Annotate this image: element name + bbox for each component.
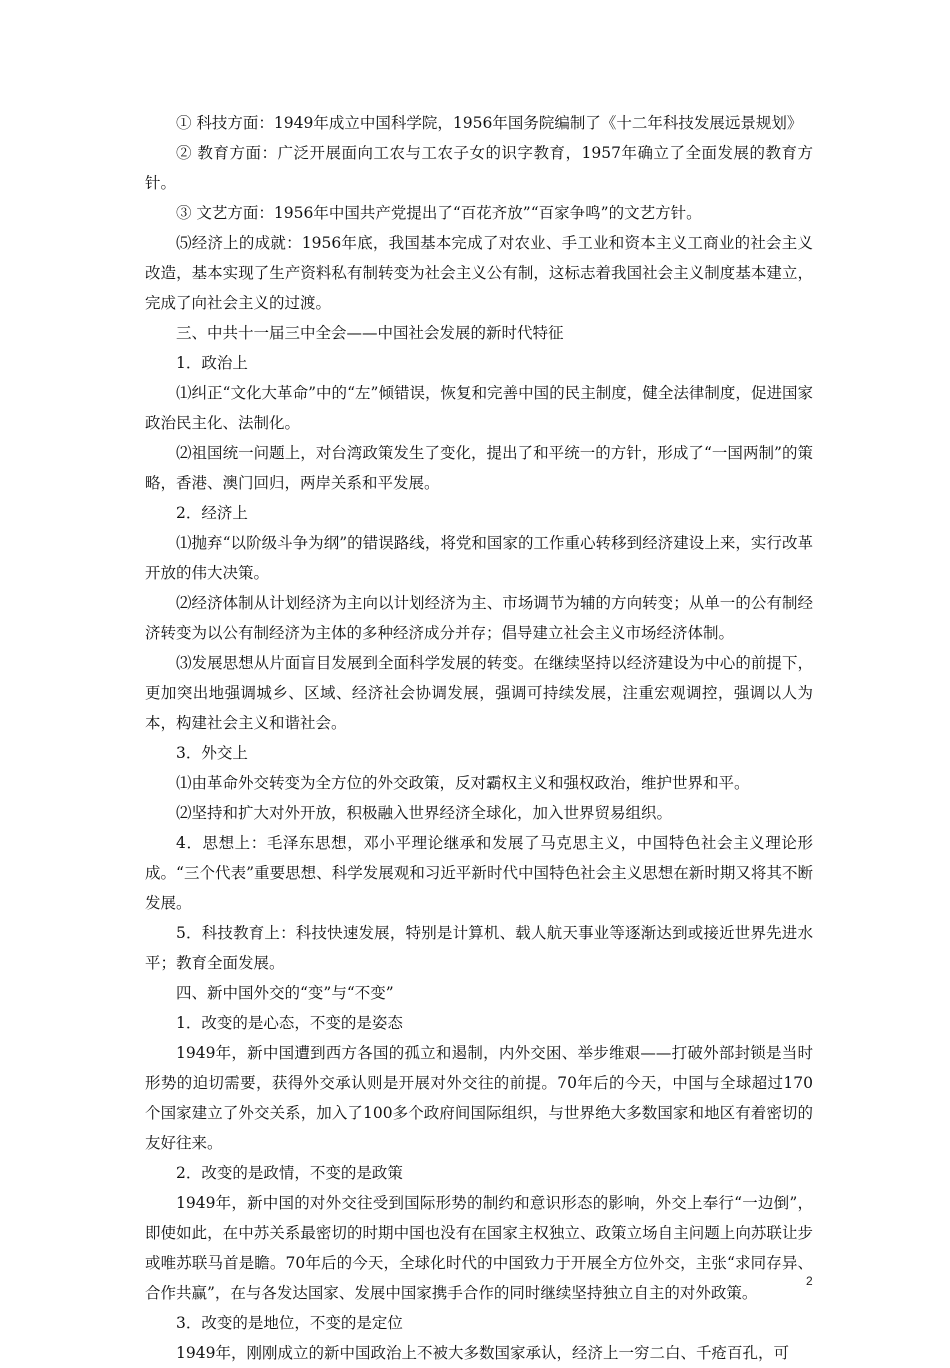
subsection-heading: 2．改变的是政情，不变的是政策 (176, 1164, 403, 1182)
paragraph: ② 教育方面：广泛开展面向工农与工农子女的识字教育，1957年确立了全面发展的教育方针。 (145, 144, 813, 192)
paragraph: ⑵祖国统一问题上，对台湾政策发生了变化，提出了和平统一的方针，形成了“一国两制”的策略，香港、澳门回归，两岸关系和平发展。 (145, 444, 813, 492)
paragraph: ⑴抛弃“以阶级斗争为纲”的错误路线，将党和国家的工作重心转移到经济建设上来，实行改革开放的伟大决策。 (145, 534, 813, 582)
page-number: 2 (806, 1274, 813, 1288)
subsection-heading: 2．经济上 (176, 504, 248, 522)
section-heading: 四、新中国外交的“变”与“不变” (176, 984, 394, 1002)
paragraph: ③ 文艺方面：1956年中国共产党提出了“百花齐放”“百家争鸣”的文艺方针。 (176, 204, 702, 222)
document-body (145, 108, 813, 1368)
paragraph: ⑸经济上的成就：1956年底，我国基本完成了对农业、手工业和资本主义工商业的社会主义改造，基本实现了生产资料私有制转变为社会主义公有制，这标志着我国社会主义制度基本建立，完成了向社会主义的过渡。 (145, 234, 813, 312)
paragraph: ⑵坚持和扩大对外开放，积极融入世界经济全球化，加入世界贸易组织。 (176, 804, 673, 822)
subsection-heading: 3．外交上 (176, 744, 248, 762)
paragraph: 1949年，新中国的对外交往受到国际形势的制约和意识形态的影响，外交上奉行“一边倒”，即使如此，在中苏关系最密切的时期中国也没有在国家主权独立、政策立场自主问题上向苏联让步或唯苏联马首是瞻。70年后的今天，全球化时代的中国致力于开展全方位外交，主张“求同存异、合作共赢”，在与各发达国家、发展中国家携手合作的同时继续坚持独立自主的对外政策。 (145, 1194, 813, 1302)
subsection-heading: 3．改变的是地位，不变的是定位 (176, 1314, 403, 1332)
paragraph: 4．思想上：毛泽东思想，邓小平理论继承和发展了马克思主义，中国特色社会主义理论形成。“三个代表”重要思想、科学发展观和习近平新时代中国特色社会主义思想在新时期又将其不断发展。 (145, 834, 813, 912)
section-heading: 三、中共十一届三中全会——中国社会发展的新时代特征 (176, 324, 564, 342)
subsection-heading: 1．政治上 (176, 354, 248, 372)
paragraph: ⑴由革命外交转变为全方位的外交政策，反对霸权主义和强权政治，维护世界和平。 (176, 774, 750, 792)
paragraph: ① 科技方面：1949年成立中国科学院，1956年国务院编制了《十二年科技发展远景规划》 (176, 114, 803, 132)
paragraph: ⑵经济体制从计划经济为主向以计划经济为主、市场调节为辅的方向转变；从单一的公有制经济转变为以公有制经济为主体的多种经济成分并存；倡导建立社会主义市场经济体制。 (145, 594, 813, 642)
paragraph: 5．科技教育上：科技快速发展，特别是计算机、载人航天事业等逐渐达到或接近世界先进水平；教育全面发展。 (145, 924, 813, 972)
paragraph: ⑴纠正“文化大革命”中的“左”倾错误，恢复和完善中国的民主制度，健全法律制度，促进国家政治民主化、法制化。 (145, 384, 813, 432)
subsection-heading: 1．改变的是心态，不变的是姿态 (176, 1014, 403, 1032)
paragraph: 1949年，刚刚成立的新中国政治上不被大多数国家承认，经济上一穷二白、千疮百孔，可 (176, 1344, 789, 1362)
paragraph: ⑶发展思想从片面盲目发展到全面科学发展的转变。在继续坚持以经济建设为中心的前提下，更加突出地强调城乡、区域、经济社会协调发展，强调可持续发展，注重宏观调控，强调以人为本，构建社会主义和谐社会。 (145, 654, 813, 732)
paragraph: 1949年，新中国遭到西方各国的孤立和遏制，内外交困、举步维艰——打破外部封锁是当时形势的迫切需要，获得外交承认则是开展对外交往的前提。70年后的今天，中国与全球超过170个国家建立了外交关系，加入了100多个政府间国际组织，与世界绝大多数国家和地区有着密切的友好往来。 (145, 1044, 813, 1152)
